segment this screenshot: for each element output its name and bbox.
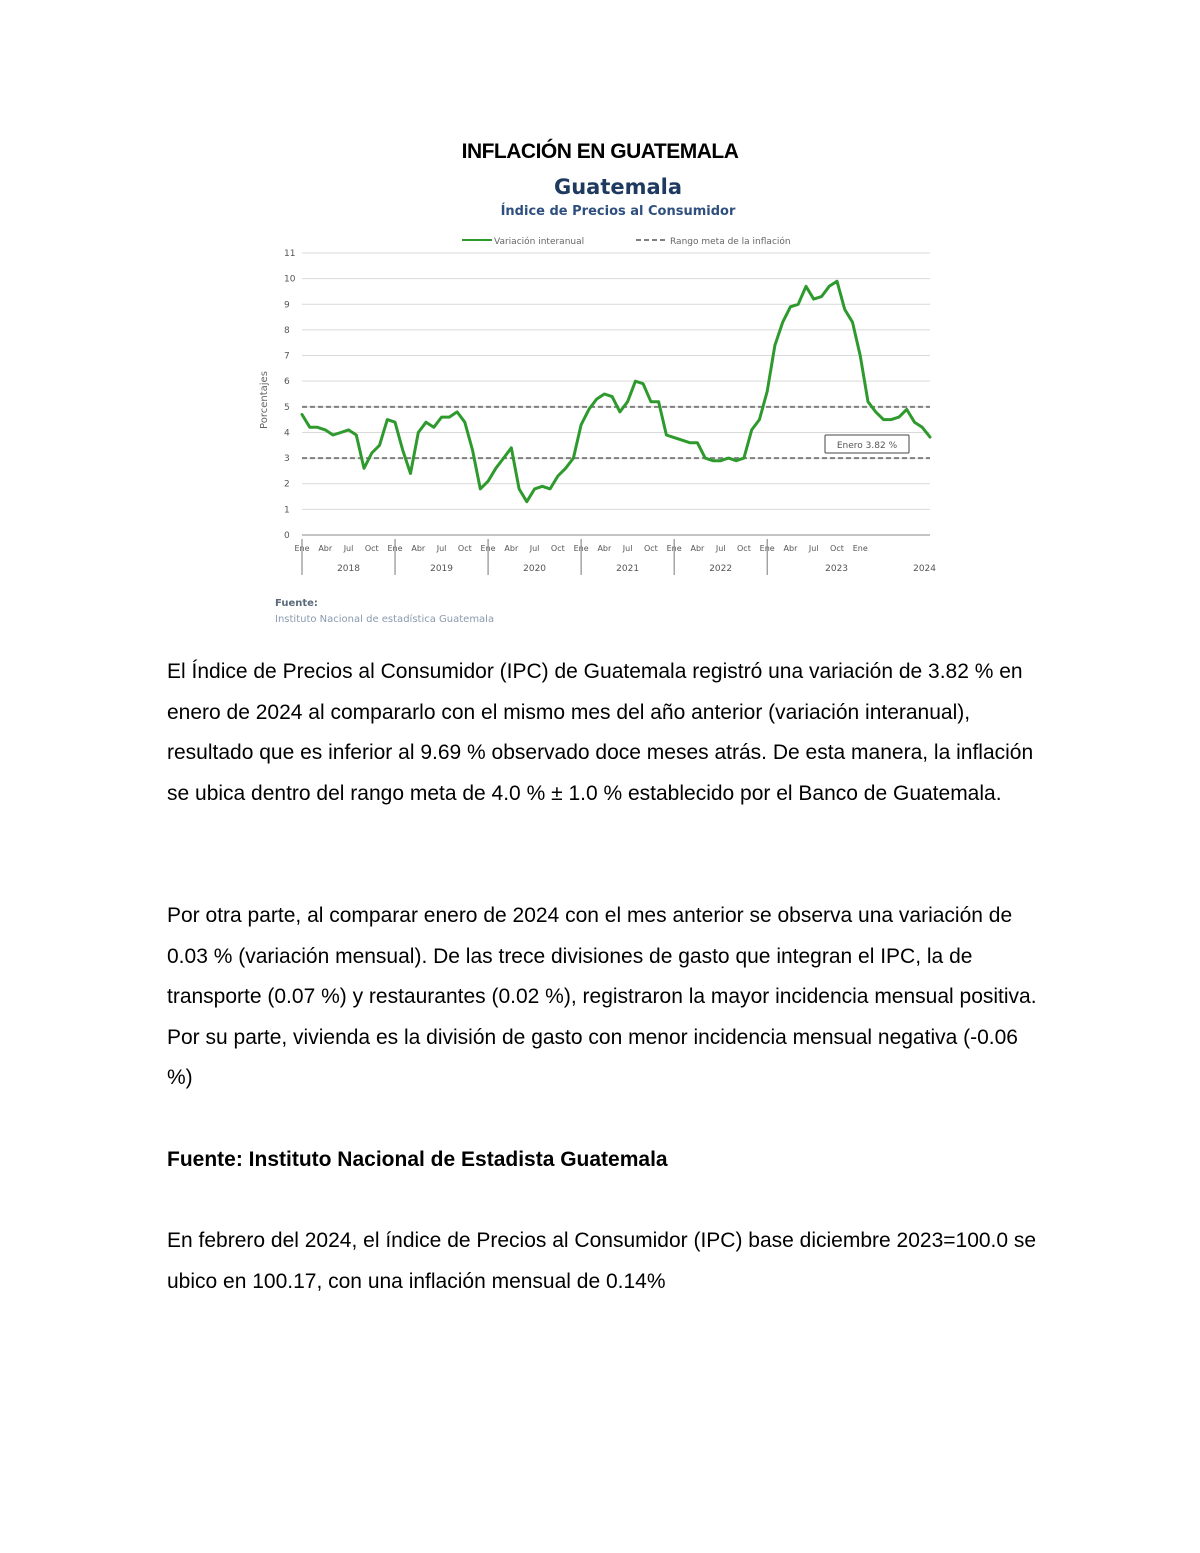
document-title: INFLACIÓN EN GUATEMALA (461, 140, 739, 163)
source-line: Fuente: Instituto Nacional de Estadista Guatemala (167, 1148, 668, 1171)
y-axis-label: Porcentajes (259, 371, 270, 429)
x-tick-label: Abr (597, 544, 612, 553)
x-tick-label: Jul (622, 544, 633, 553)
y-tick-label: 6 (284, 377, 290, 388)
interannual-series (302, 281, 930, 502)
x-tick-label: Oct (364, 544, 379, 553)
y-tick-label: 3 (284, 454, 290, 465)
x-tick-label: Ene (666, 544, 682, 553)
x-year-label: 2020 (523, 564, 547, 574)
chart-gridlines (302, 253, 930, 509)
x-tick-label: Oct (643, 544, 658, 553)
x-tick-label: Jul (715, 544, 726, 553)
x-tick-label: Ene (759, 544, 775, 553)
legend-label-interannual: Variación interanual (494, 237, 585, 247)
x-tick-label: Abr (411, 544, 426, 553)
chart-title: Guatemala (553, 175, 683, 199)
x-tick-label: Jul (529, 544, 540, 553)
x-tick-label: Abr (783, 544, 798, 553)
x-year-label: 2023 (825, 564, 849, 574)
annotation-text: Enero 3.82 % (836, 441, 898, 451)
x-year-label: 2021 (616, 564, 640, 574)
chart-legend (462, 236, 791, 247)
x-tick-label: Ene (480, 544, 496, 553)
y-tick-label: 1 (284, 505, 290, 516)
y-tick-label: 5 (284, 402, 290, 413)
x-tick-label: Abr (690, 544, 705, 553)
y-tick-label: 10 (284, 274, 296, 285)
x-axis (294, 535, 936, 575)
x-tick-label: Ene (852, 544, 868, 553)
x-year-label: 2024 (913, 564, 936, 574)
latest-value-annotation (825, 435, 909, 453)
x-year-label: 2019 (430, 564, 454, 574)
x-tick-label: Abr (318, 544, 333, 553)
x-tick-label: Oct (457, 544, 472, 553)
paragraph-monthly: Por otra parte, al comparar enero de 2024 con el mes anterior se observa una variación de 0.03 % (variación mensual). De las trece divisiones de gasto que integran el IPC, la de transporte (0.07 %) y restaurantes (0.02 %), registraron la mayor incidencia mensual positiva. Por su parte, vivienda es la división de gasto con menor incidencia mensual negativa (-0.06 %) (167, 904, 1037, 1090)
y-axis-ticks (284, 249, 296, 541)
x-tick-label: Jul (808, 544, 819, 553)
interannual-line (302, 281, 930, 502)
inflation-chart (240, 165, 960, 635)
legend-label-target-range: Rango meta de la inflación (670, 237, 791, 247)
y-tick-label: 8 (284, 325, 290, 336)
x-tick-label: Oct (737, 544, 751, 553)
chart-subtitle: Índice de Precios al Consumidor (500, 204, 736, 219)
x-year-label: 2018 (337, 564, 360, 574)
y-tick-label: 2 (284, 479, 290, 490)
paragraph-interannual: El Índice de Precios al Consumidor (IPC) de Guatemala registró una variación de 3.82 % en enero de 2024 al compararlo con el mismo mes del año anterior (variación interanual), resultado que es inferior al 9.69 % observado doce meses atrás. De esta manera, la inflación se ubica dentro del rango meta de 4.0 % ± 1.0 % establecido por el Banco de Guatemala. (167, 660, 1034, 805)
x-tick-label: Jul (436, 544, 447, 553)
x-tick-label: Ene (387, 544, 403, 553)
y-tick-label: 4 (284, 428, 290, 439)
y-tick-label: 0 (284, 531, 290, 541)
y-tick-label: 11 (284, 249, 296, 259)
chart-source-text: Instituto Nacional de estadística Guatemala (275, 614, 495, 625)
paragraph-february: En febrero del 2024, el índice de Precios al Consumidor (IPC) base diciembre 2023=100.0 se ubico en 100.17, con una inflación mensual de 0.14% (167, 1229, 1037, 1293)
y-tick-label: 7 (284, 351, 290, 362)
x-tick-label: Ene (294, 544, 310, 553)
x-tick-label: Oct (830, 544, 844, 553)
y-tick-label: 9 (284, 300, 290, 311)
x-tick-label: Jul (343, 544, 354, 553)
x-tick-label: Oct (550, 544, 565, 553)
x-year-label: 2022 (709, 564, 733, 574)
chart-source-label: Fuente: (275, 598, 318, 609)
x-tick-label: Ene (573, 544, 589, 553)
x-tick-label: Abr (504, 544, 519, 553)
